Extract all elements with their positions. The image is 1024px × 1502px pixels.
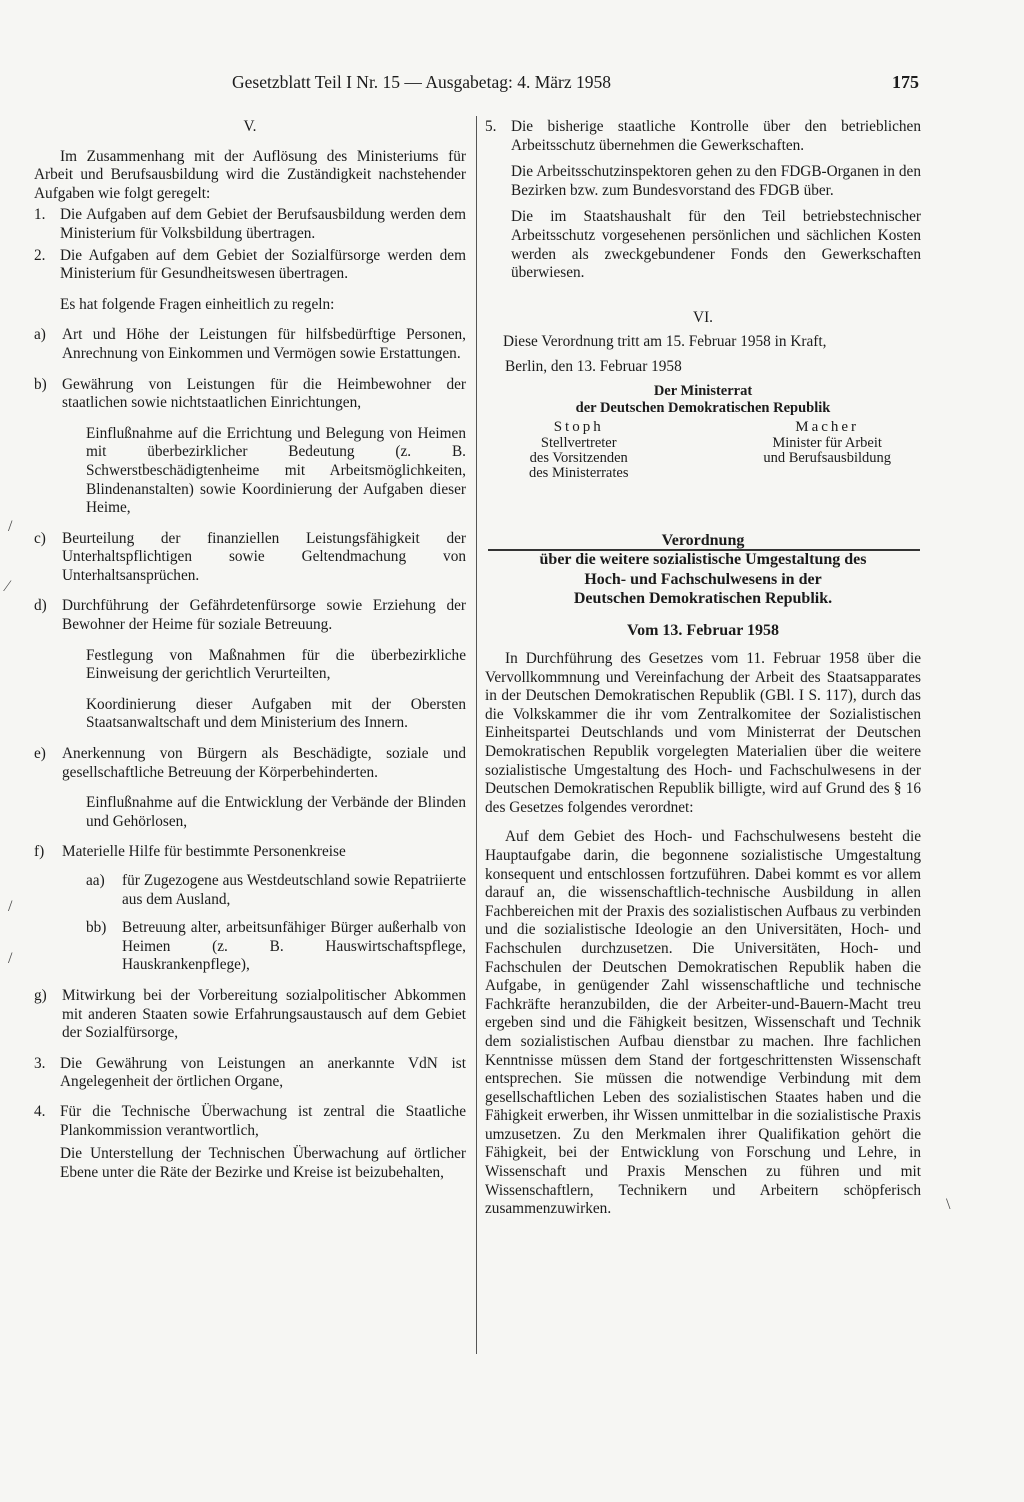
ordinance-body: Auf dem Gebiet des Hoch- und Fachschulwesens besteht die Hauptaufgabe darin, die begonnene sozialistische Umgestaltung konsequent und entschlossen fortzuführen. Dabei kommt es vor allem darauf an, die wissenschaftlich-technische Ausbildung in allen Fachbereichen mit der Praxis des sozialistischen Aufbaus zu verbinden und die sozialistische Ideologie an den Universitäten, Hoch- und Fachschulen durchzusetzen. Die Universitäten, Hoch- und Fachschulen der Deutschen Demokratischen Republik haben die Aufgabe, in genügender Zahl wissenschaftliche und technische Fachkräfte heranzubilden, die der Arbeiter-und-Bauern-Macht treu ergeben sind und die Fähigkeit besitzen, Wissenschaft und Technik dem sozialistischen Aufbau dienstbar zu machen. Ihre fachlichen Kenntnisse müssen dem Stand der fortgeschrittensten Wissenschaft entsprechen. Sie müssen die notwendige Verbindung mit dem gesellschaftlichen Leben des sozialistischen Staates haben und die Fähigkeit erwerben, ihr Wissen unmittelbar in die sozialistische Praxis umzusetzen. Zu den Merkmalen ihrer Qualifikation gehört die Fähigkeit, bei der Entwicklung von Forschung und Lehre, in Wissenschaft und Praxis Menschen zu führen und mit Wissenschaftlern, Technikern und Arbeitern schöpferisch zusammenzuwirken. xyxy=(485,828,921,1218)
right-column xyxy=(485,118,921,1219)
section-heading-v: V. xyxy=(243,118,257,135)
ordinance-date: Vom 13. Februar 1958 xyxy=(627,621,779,639)
list-item-continuation: Einflußnahme auf die Entwicklung der Verbände der Blinden und Gehörlosen, xyxy=(86,794,466,830)
list-item-continuation: Festlegung von Maßnahmen für die überbezirkliche Einweisung der gerichtlich Verurteilten, xyxy=(86,646,466,683)
list-item: e) Anerkennung von Bürgern als Beschädigte, soziale und gesellschaftliche Betreuung der Körperbehinderten. xyxy=(34,745,466,781)
questions-intro: Es hat folgende Fragen einheitlich zu regeln: xyxy=(60,295,335,313)
column-divider xyxy=(476,116,477,1354)
ordinance-preamble: In Durchführung des Gesetzes vom 11. Februar 1958 über die Vervollkommnung und Vereinfachung der Arbeit des Staatsapparates in der Deutschen Demokratischen Republik (GBl. I S. 117), durch das die Volkskammer die ihr vom Zentralkomitee der Sozialistischen Einheitspartei Deutschlands und vom Ministerrat der Deutschen Demokratischen Republik vorgelegten Materialien über die weitere sozialistische Umgestaltung des Hoch- und Fachschulwesens in der Deutschen Demokratischen Republik billigte, wird auf Grund des § 16 des Gesetzes folgendes verordnet: xyxy=(485,650,921,816)
intro-paragraph: Im Zusammenhang mit der Auflösung des Ministeriums für Arbeit und Berufsausbildung wird die Zuständigkeit nachstehender Aufgaben wie folgt geregelt: xyxy=(34,147,466,202)
sub-list-item: aa) für Zugezogene aus Westdeutschland sowie Repatriierte aus dem Ausland, xyxy=(86,872,466,908)
margin-mark: / xyxy=(8,518,13,535)
list-item: a) Art und Höhe der Leistungen für hilfsbedürftige Personen, Anrechnung von Einkommen und Vermögen sowie Erstattungen. xyxy=(34,326,466,362)
signatures xyxy=(485,418,921,481)
section-heading-vi: VI. xyxy=(693,308,713,326)
place-date: Berlin, den 13. Februar 1958 xyxy=(505,357,682,375)
margin-mark: \ xyxy=(946,1196,951,1213)
list-item: d) Durchführung der Gefährdetenfürsorge sowie Erziehung der Bewohner der Heime für soziale Betreuung. xyxy=(34,597,466,634)
signature-left: Stoph Stellvertreter des Vorsitzenden des Ministerrates xyxy=(529,418,629,481)
ordinance-title-line: Hoch- und Fachschulwesens in der xyxy=(584,570,822,588)
margin-mark: / xyxy=(8,898,13,915)
margin-mark: / xyxy=(8,950,13,967)
list-item-continuation: Die Unterstellung der Technischen Überwachung auf örtlicher Ebene unter die Räte der Bezirke und Kreise ist beizubehalten, xyxy=(60,1145,466,1181)
council-subtitle: der Deutschen Demokratischen Republik xyxy=(575,399,831,416)
list-item: 3. Die Gewährung von Leistungen an anerkannte VdN ist Angelegenheit der örtlichen Organe, xyxy=(34,1054,466,1091)
page-number: 175 xyxy=(892,72,919,92)
list-item: 1. Die Aufgaben auf dem Gebiet der Berufsausbildung werden dem Ministerium für Volksbildung übertragen. xyxy=(34,206,466,242)
list-item: b) Gewährung von Leistungen für die Heimbewohner der staatlichen sowie nichtstaatlichen Einrichtungen, xyxy=(34,375,466,412)
effective-date: Diese Verordnung tritt am 15. Februar 1958 in Kraft, xyxy=(503,333,827,351)
council-title: Der Ministerrat xyxy=(653,382,753,399)
sub-list-item: bb) Betreuung alter, arbeitsunfähiger Bürger außerhalb von Heimen (z. B. Hauswirtschaftspflege, Hauskrankenpflege), xyxy=(86,919,466,974)
list-item: f) Materielle Hilfe für bestimmte Personenkreise xyxy=(34,843,346,861)
list-item-continuation: Koordinierung dieser Aufgaben mit der Obersten Staatsanwaltschaft und dem Ministerium des Innern. xyxy=(86,695,466,732)
list-item: c) Beurteilung der finanziellen Leistungsfähigkeit der Unterhaltspflichtigen sowie Geltendmachung von Unterhaltsansprüchen. xyxy=(34,529,466,584)
list-item-continuation: Einflußnahme auf die Errichtung und Belegung von Heimen mit überbezirklicher Bedeutung (z. B. Schwerstbeschädigtenheime mit Arbeitsmöglichkeiten, Blindenanstalten) sowie Koordinierung der Aufgaben dieser Heime, xyxy=(86,424,466,517)
list-item: 2. Die Aufgaben auf dem Gebiet der Sozialfürsorge werden dem Ministerium für Gesundheitswesen übertragen. xyxy=(34,246,466,283)
margin-mark: ⁄ xyxy=(6,578,9,595)
list-item-continuation: Die Arbeitsschutzinspektoren gehen zu den FDGB-Organen in den Bezirken bzw. zum Bundesvorstand des FDGB über. xyxy=(511,163,921,199)
page-header: Gesetzblatt Teil I Nr. 15 — Ausgabetag: 4. März 1958 xyxy=(232,72,611,92)
list-item-continuation: Die im Staatshaushalt für den Teil betriebstechnischer Arbeitsschutz vorgesehenen persönlichen und sächlichen Kosten werden als zweckgebundener Fonds den Gewerkschaften überwiesen. xyxy=(511,208,921,282)
ordinance-title-line: Deutschen Demokratischen Republik. xyxy=(573,590,833,608)
list-item: 4. Für die Technische Überwachung ist zentral die Staatliche Plankommission verantwortlich, xyxy=(34,1102,466,1139)
list-item: g) Mitwirkung bei der Vorbereitung sozialpolitischer Abkommen mit anderen Staaten sowie Erfahrungsaustausch auf dem Gebiet der Sozialfürsorge, xyxy=(34,986,466,1042)
ordinance-title: Verordnung xyxy=(661,531,745,549)
signature-right: Macher Minister für Arbeit und Berufsausbildung xyxy=(763,418,891,466)
left-column xyxy=(34,118,466,1182)
ordinance-title-line: über die weitere sozialistische Umgestaltung des xyxy=(539,551,867,569)
list-item: 5. Die bisherige staatliche Kontrolle über den betrieblichen Arbeitsschutz übernehmen die Gewerkschaften. xyxy=(485,118,921,154)
